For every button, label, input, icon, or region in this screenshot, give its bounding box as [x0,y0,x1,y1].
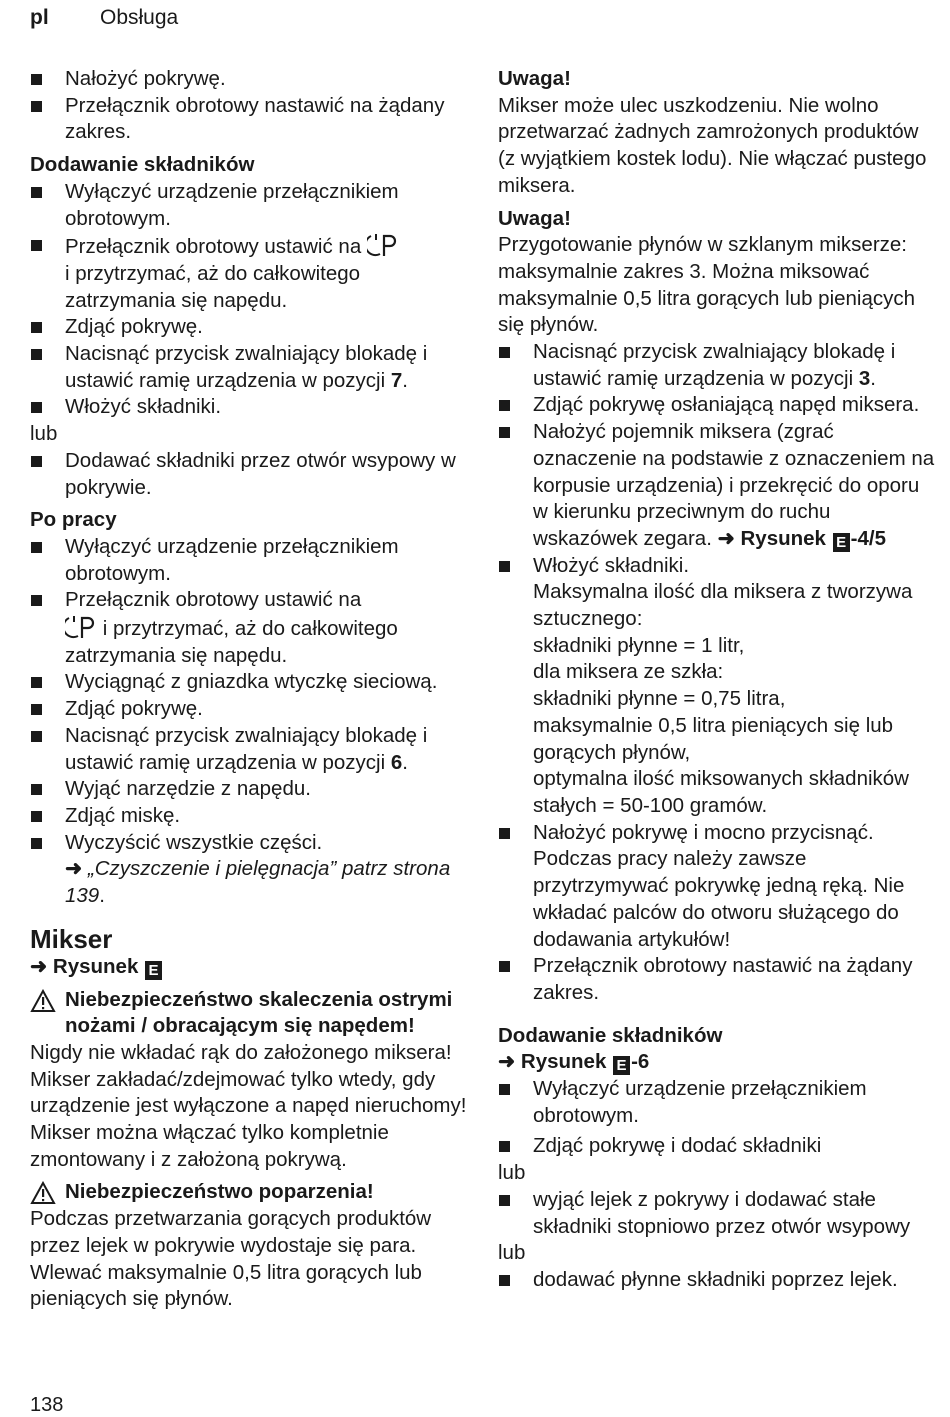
caution-text: Przygotowanie płynów w szklanym mikserze: maksymalnie zakres 3. Można miksować maksymalnie 0,5 litra gorących lub pieniących się płynów. [498,233,916,337]
section-heading: Dodawanie składników [498,1023,723,1047]
bullet-square-icon [31,240,42,251]
bullet-square-icon [31,402,42,413]
right-column [498,66,938,1294]
page-number: 138 [30,1394,64,1416]
section-heading: Dodawanie składników [30,153,255,177]
warning-text: Podczas przetwarzania gorących produktów przez lejek w pokrywie wydostaje się para. Wlewać maksymalnie 0,5 litra gorących lub pieniących się płynów. [30,1207,432,1311]
bullet-square-icon [31,811,42,822]
bullet-square-icon [499,1195,510,1206]
list-item: Nacisnąć przycisk zwalniający blokadę i ustawić ramię urządzenia w pozycji 7. [30,341,475,394]
language-code: pl [30,6,49,29]
bullet-square-icon [31,704,42,715]
figure-e-icon: E [145,961,162,980]
list-item: Włożyć składniki. Maksymalna ilość dla miksera z tworzywa sztucznego: składniki płynne = 1 litr, dla miksera ze szkła: składniki płynne = 0,75 litra, maksymalnie 0,5 litra pieniących się lub gorących płynów, optymalna ilość miksowanych składników stałych = 50-100 gramów. [498,553,938,820]
arrow-right-icon: ➜ [30,954,48,978]
list-item: Nałożyć pokrywę. [30,66,475,93]
list-item: Zdjąć pokrywę. [30,696,475,723]
or-text: lub [30,422,58,446]
list-item: Wyłączyć urządzenie przełącznikiem obrotowym. [498,1076,938,1129]
bullet-square-icon [31,542,42,553]
bullet-square-icon [31,101,42,112]
bullet-square-icon [499,400,510,411]
bullet-square-icon [31,731,42,742]
bullet-square-icon [31,677,42,688]
left-column [30,66,475,1313]
bullet-square-icon [499,347,510,358]
warning-block: Niebezpieczeństwo poparzenia! [30,1179,475,1206]
bullet-square-icon [499,1275,510,1286]
warning-triangle-icon [30,989,56,1013]
or-text: lub [498,1161,526,1185]
list-item: Wyciągnąć z gniazdka wtyczkę sieciową. [30,669,475,696]
bullet-square-icon [31,349,42,360]
bullet-square-icon [499,1084,510,1095]
warning-triangle-icon [30,1181,56,1205]
list-item: Wyczyścić wszystkie części. ➜ „Czyszczenie i pielęgnacja” patrz strona 139. [30,830,475,910]
pulse-position-icon [367,232,399,258]
chapter-title: Mikser [30,923,113,954]
figure-e-icon: E [613,1056,630,1075]
caution-heading: Uwaga! [498,67,571,90]
list-item: Zdjąć pokrywę i dodać składniki [498,1133,938,1160]
pulse-position-icon [65,614,97,640]
bullet-square-icon [31,456,42,467]
list-item: wyjąć lejek z pokrywy i dodawać stałe składniki stopniowo przez otwór wsypowy [498,1187,938,1240]
list-item: Nacisnąć przycisk zwalniający blokadę i ustawić ramię urządzenia w pozycji 6. [30,723,475,776]
bullet-square-icon [31,784,42,795]
list-item: Nałożyć pojemnik miksera (zgrać oznaczenie na podstawie z oznaczeniem na korpusie urządzenia) i przekręcić do oporu w kierunku przeciwnym do ruchu wskazówek zegara. ➜ Rysunek E -4/5 [498,419,938,553]
list-item: Przełącznik obrotowy nastawić na żądany zakres. [30,93,475,146]
list-item: Wyłączyć urządzenie przełącznikiem obrotowym. [30,179,475,232]
bullet-square-icon [499,561,510,572]
cross-reference-link[interactable]: „Czyszczenie i pielęgnacja” patrz strona 139 [65,857,451,908]
list-item: Wyjąć narzędzie z napędu. [30,776,475,803]
bullet-square-icon [499,1141,510,1152]
list-item: Przełącznik obrotowy ustawić na i przytrzymać, aż do całkowitego zatrzymania się napędu. [30,587,475,669]
warning-text: Nigdy nie wkładać rąk do założonego miksera! Mikser zakładać/zdejmować tylko wtedy, gdy urządzenie jest wyłączone a napęd nieruchomy! Mikser można włączać tylko kompletnie zmontowany i z założoną pokrywą. [30,1040,467,1171]
list-item: dodawać płynne składniki poprzez lejek. [498,1267,938,1294]
or-text: lub [498,1241,526,1265]
bullet-square-icon [31,595,42,606]
bullet-square-icon [31,322,42,333]
figure-reference: ➜ Rysunek E -6 [498,1050,650,1075]
figure-e-icon: E [833,533,850,552]
section-heading: Po pracy [30,508,117,532]
list-item: Zdjąć pokrywę osłaniającą napęd miksera. [498,392,938,419]
list-item: Dodawać składniki przez otwór wsypowy w pokrywie. [30,448,475,501]
arrow-right-icon: ➜ [717,526,735,550]
list-item: Zdjąć pokrywę. [30,314,475,341]
bullet-square-icon [499,427,510,438]
list-item: Przełącznik obrotowy ustawić na i przytrzymać, aż do całkowitego zatrzymania się napędu. [30,232,475,314]
page-header [30,6,179,30]
warning-block: Niebezpieczeństwo skaleczenia ostrymi nożami / obracającym się napędem! [30,987,475,1040]
list-item: Włożyć składniki. [30,394,475,421]
list-item: Nałożyć pokrywę i mocno przycisnąć. Podczas pracy należy zawsze przytrzymywać pokrywkę jedną ręką. Nie wkładać palców do otworu służącego do dodawania artykułów! [498,820,938,954]
list-item: Wyłączyć urządzenie przełącznikiem obrotowym. [30,534,475,587]
caution-heading: Uwaga! [498,206,571,230]
bullet-square-icon [499,961,510,972]
list-item: Przełącznik obrotowy nastawić na żądany zakres. [498,953,938,1006]
bullet-square-icon [31,838,42,849]
bullet-square-icon [499,828,510,839]
list-item: Nacisnąć przycisk zwalniający blokadę i ustawić ramię urządzenia w pozycji 3. [498,339,938,392]
list-item: Zdjąć miskę. [30,803,475,830]
bullet-square-icon [31,74,42,85]
caution-text: Mikser może ulec uszkodzeniu. Nie wolno przetwarzać żadnych zamrożonych produktów (z wyjątkiem kostek lodu). Nie włączać pustego miksera. [498,93,927,197]
bullet-square-icon [31,187,42,198]
arrow-right-icon: ➜ [498,1050,516,1074]
figure-reference: ➜ Rysunek E -4/5 [717,526,886,551]
section-title: Obsługa [100,6,179,29]
arrow-right-icon: ➜ [65,857,83,881]
figure-reference: ➜ Rysunek E [30,954,475,981]
